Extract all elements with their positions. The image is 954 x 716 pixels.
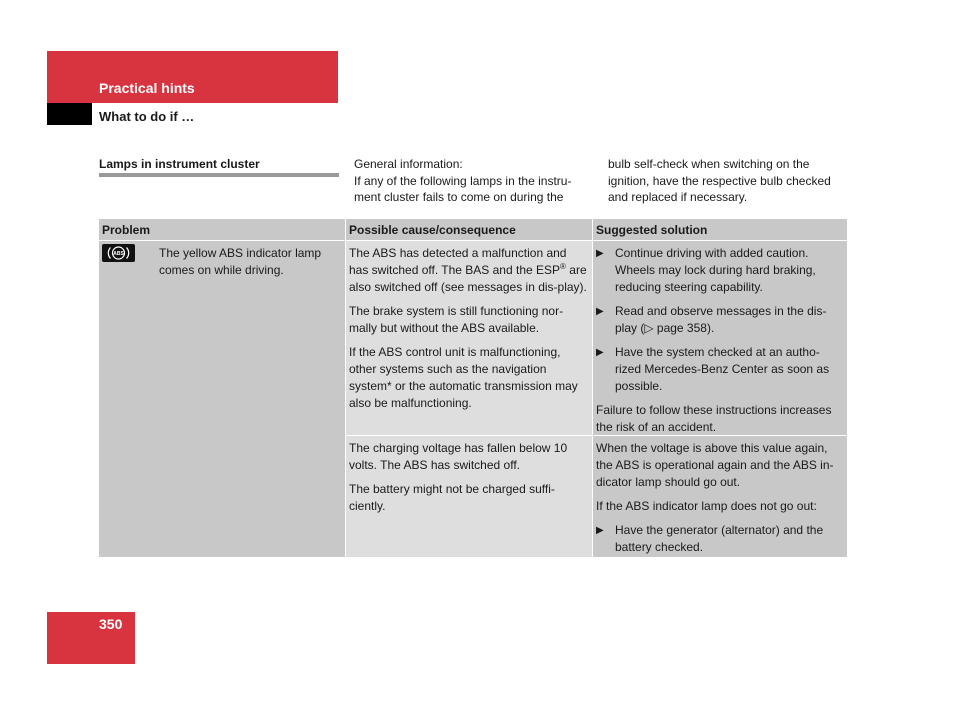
side-heading: Lamps in instrument cluster [99, 157, 260, 171]
subsection-marker [47, 103, 92, 125]
solution-text-2: If the ABS indicator lamp does not go out: [596, 499, 817, 513]
bullet-arrow-icon: ▶ [596, 248, 604, 259]
abs-indicator-icon [102, 244, 135, 262]
solution-warning: Failure to follow these instructions increases the risk of an accident. [596, 403, 832, 434]
intro-text-2: bulb self-check when switching on the ignition, have the respective bulb checked and replaced if necessary. [608, 157, 831, 204]
cause-cell-1 [346, 241, 592, 435]
solution-text-1: When the voltage is above this value again, the ABS is operational again and the ABS in-dicator lamp should go out. [596, 441, 834, 489]
header-solution: Suggested solution [593, 219, 847, 240]
header-cause: Possible cause/consequence [346, 219, 592, 240]
intro-text-1: If any of the following lamps in the instru-ment cluster fails to come on during the [354, 173, 572, 204]
cause-text-3: If the ABS control unit is malfunctioning, other systems such as the navigation system* or the automatic transmission may also be malfunctioning. [349, 345, 578, 410]
solution-item: ▶ Have the system checked at an autho-rized Mercedes-Benz Center as soon as possible. [596, 345, 830, 393]
problem-cell [99, 241, 345, 557]
cause-text-1: The ABS has detected a malfunction and has switched off. The BAS and the ESP® are also switched off (see messages in dis-play). [349, 246, 587, 294]
bullet-arrow-icon: ▶ [596, 306, 604, 317]
header-problem: Problem [99, 219, 345, 240]
svg-text:ABS: ABS [113, 251, 124, 257]
solution-cell-2 [593, 436, 847, 557]
solution-item: ▶ Have the generator (alternator) and the battery checked. [596, 523, 824, 554]
intro-column-2 [608, 156, 848, 206]
cause-text-4: The charging voltage has fallen below 10 volts. The ABS has switched off. [349, 441, 568, 472]
section-title: Practical hints [99, 80, 195, 96]
solution-item: ▶ Read and observe messages in the dis-play (▷ page 358). [596, 304, 827, 335]
side-heading-rule [99, 173, 339, 177]
page-number: 350 [99, 616, 123, 632]
bullet-arrow-icon: ▶ [596, 525, 604, 536]
troubleshooting-table [99, 219, 847, 557]
intro-column-1 [354, 156, 594, 206]
intro-label: General information: [354, 157, 463, 171]
subsection-title: What to do if … [99, 109, 195, 124]
solution-cell-1 [593, 241, 847, 435]
problem-text: The yellow ABS indicator lamp comes on while driving. [159, 246, 322, 277]
cause-cell-2 [346, 436, 592, 557]
cause-text-2: The brake system is still functioning nor-mally but without the ABS available. [349, 304, 564, 335]
solution-item: ▶ Continue driving with added caution. Wheels may lock during hard braking, reducing steering capability. [596, 246, 816, 294]
cause-text-5: The battery might not be charged suffi-ciently. [349, 482, 555, 513]
bullet-arrow-icon: ▶ [596, 347, 604, 358]
